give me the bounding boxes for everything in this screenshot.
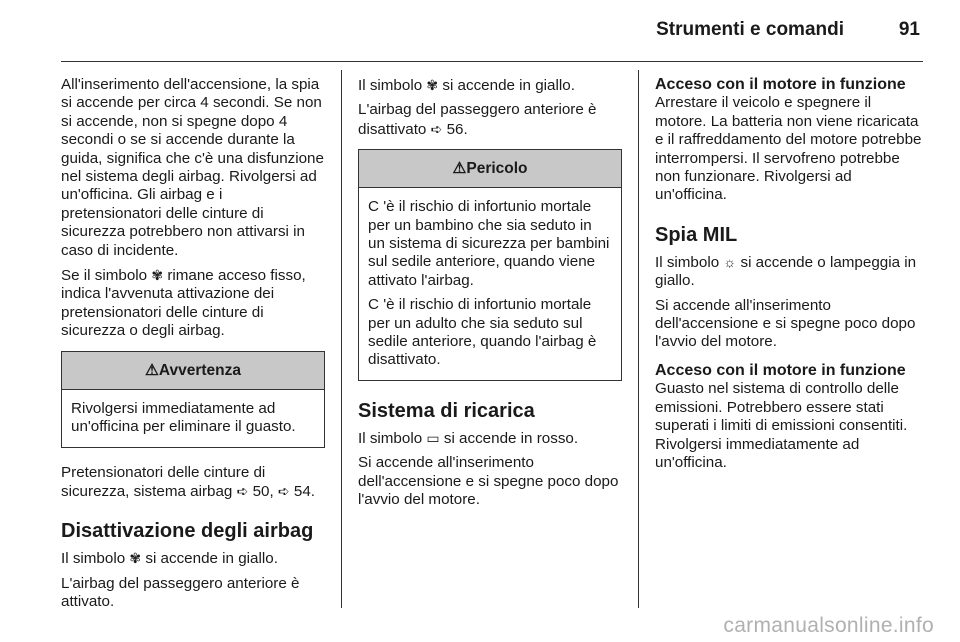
warning-box-body	[62, 390, 324, 447]
warning-box	[61, 351, 325, 448]
emissions-fault-paragraph: Guasto nel sistema di controllo delle emissioni. Potrebbero essere stati superati i limiti di emissioni consentiti. Rivolgersi immediatamente ad un'officina.	[655, 380, 908, 471]
column-middle	[358, 76, 622, 516]
column-right	[655, 76, 923, 478]
danger-text-adult: C 'è il rischio di infortunio mortale per un adulto che sia seduto sul sedile anteriore, quando l'airbag è disattivato.	[368, 296, 597, 369]
airbag-off-symbol-paragraph: Il simbolo ✾ si accende in giallo.	[358, 77, 575, 94]
danger-box-body	[359, 188, 621, 380]
page-ref-link[interactable]: 56.	[446, 120, 468, 138]
airbag-activated-paragraph: L'airbag del passeggero anteriore è attivato.	[61, 574, 300, 611]
mil-symbol-paragraph: Il simbolo ☼ si accende o lampeggia in giallo.	[655, 253, 917, 290]
danger-box	[358, 149, 622, 381]
airbag-off-icon: ✾	[426, 77, 439, 93]
engine-icon: ☼	[723, 253, 737, 270]
danger-box-title: Pericolo	[466, 160, 528, 178]
page-ref-icon: ➪	[236, 482, 249, 499]
section-heading-mil: Spia MIL	[655, 223, 738, 246]
battery-icon: ▭	[426, 429, 440, 446]
column-left	[61, 76, 325, 618]
charging-behavior-paragraph: Si accende all'inserimento dell'accensione e si spegne poco dopo l'avvio del motore.	[358, 454, 619, 509]
battery-symbol-paragraph: Il simbolo ▭ si accende in rosso.	[358, 429, 579, 447]
airbag-on-symbol-paragraph: Il simbolo ✾ si accende in giallo.	[61, 550, 278, 568]
warning-box-title: Avvertenza	[158, 361, 242, 379]
airbag-intro-paragraph: All'inserimento dell'accensione, la spia si accende per circa 4 secondi. Se non si accende, non si spegne dopo 4 secondi o se si accende durante la guida, significa che c'è una disfunzione nel sistema degli airbag. Rivolgersi ad un'officina. Gli airbag e i pretensionatori delle cinture di sicurezza potrebbero non attivarsi in caso di incidente.	[61, 76, 324, 259]
column-divider	[341, 70, 342, 608]
warning-triangle-icon: ⚠	[144, 361, 159, 379]
page-number: 91	[898, 19, 920, 40]
page-ref-link[interactable]: 50	[252, 482, 270, 500]
pretensioner-reference-paragraph: Pretensionatori delle cinture di sicurezza, sistema airbag ➪ 50, ➪ 54.	[61, 463, 316, 500]
warning-box-header	[62, 352, 324, 390]
charging-fault-paragraph: Arrestare il veicolo e spegnere il motore. La batteria non viene ricaricata e il raffreddamento del motore potrebbe interrompersi. Il servofreno potrebbe non funzionare. Rivolgersi ad un'officina.	[655, 94, 922, 204]
airbag-on-paragraph: Se il simbolo ✾ rimane acceso fisso, indica l'avvenuta attivazione dei pretensionatori delle cinture di sicurezza o degli airbag.	[61, 267, 306, 340]
danger-text-child: C 'è il rischio di infortunio mortale per un bambino che sia seduto in un sistema di sicurezza per bambini sul sedile anteriore, quando viene attivato l'airbag.	[368, 198, 610, 289]
chapter-title: Strumenti e comandi	[656, 19, 844, 40]
section-heading-airbag-deactivation: Disattivazione degli airbag	[61, 520, 314, 543]
page-header	[0, 0, 960, 62]
page-ref-link[interactable]: 54.	[293, 482, 316, 500]
warning-triangle-icon: ⚠	[452, 160, 467, 178]
subheading-engine-running: Acceso con il motore in funzione	[655, 76, 906, 93]
column-divider	[638, 70, 639, 608]
mil-behavior-paragraph: Si accende all'inserimento dell'accensione e si spegne poco dopo l'avvio del motore.	[655, 296, 916, 351]
airbag-on-icon: ✾	[129, 550, 142, 567]
warning-box-text: Rivolgersi immediatamente ad un'officina per eliminare il guasto.	[71, 399, 296, 436]
header-divider	[61, 61, 923, 62]
section-heading-charging-system: Sistema di ricarica	[358, 399, 535, 422]
page-ref-icon: ➪	[430, 120, 443, 137]
page-ref-icon: ➪	[277, 482, 290, 499]
airbag-deactivated-paragraph: L'airbag del passeggero anteriore è disattivato ➪ 56.	[358, 101, 597, 138]
airbag-icon: ✾	[151, 267, 164, 284]
subheading-engine-running: Acceso con il motore in funzione	[655, 361, 906, 379]
danger-box-header	[359, 150, 621, 188]
watermark: carmanualsonline.info	[723, 614, 934, 637]
